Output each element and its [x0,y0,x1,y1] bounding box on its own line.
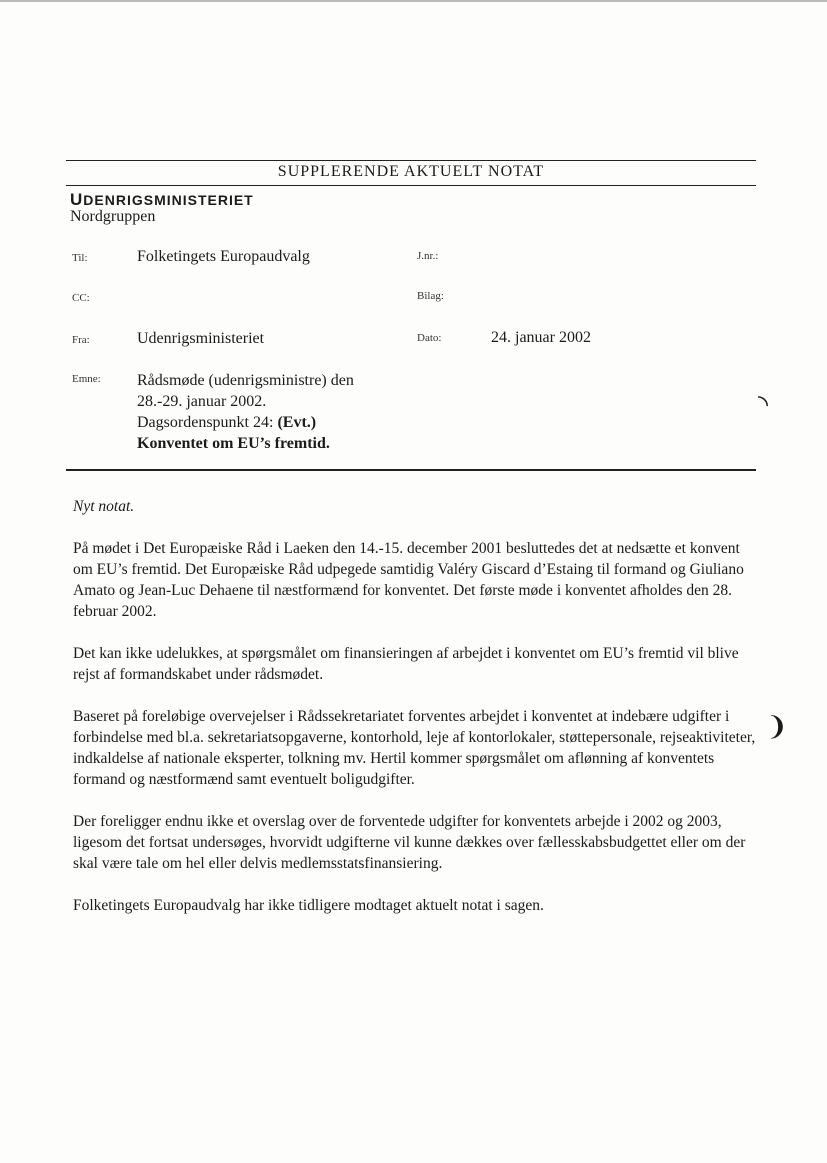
paragraph-2: Det kan ikke udelukkes, at spørgsmålet om finansieringen af arbejdet i konventet om EU’s fremtid vil blive rejst af formandskabet under rådsmødet. [73,645,739,683]
title-top-rule [66,160,756,161]
punch-hole-mark-icon: ❩ [766,712,788,742]
bilag-label: Bilag: [417,290,444,302]
subject-line-2: 28.-29. januar 2002. [137,393,267,410]
til-value: Folketingets Europaudvalg [137,248,310,265]
scan-edge-line [0,0,827,2]
til-label: Til: [72,252,88,264]
subject-line-1: Rådsmøde (udenrigsministre) den [137,372,354,389]
title-bottom-rule [66,185,756,186]
document-body [73,496,763,937]
dato-label: Dato: [417,332,442,344]
ministry-name [70,190,254,210]
header-bottom-rule [66,469,756,471]
punch-hole-mark-icon: ◝ [758,390,769,420]
jnr-label: J.nr.: [417,250,439,262]
dato-value: 24. januar 2002 [491,329,591,346]
fra-value: Udenrigsministeriet [137,330,265,347]
ministry-rest: DENRIGSMINISTERIET [83,192,254,208]
document-title: SUPPLERENDE AKTUELT NOTAT [277,163,545,180]
paragraph-1: På mødet i Det Europæiske Råd i Laeken den 14.-15. december 2001 besluttedes det at nedsætte et konvent om EU’s fremtid. Det Europæiske Råd udpegede samtidig Valéry Giscard d’Estaing til formand og Giuliano Amato og Jean-Luc Dehaene til næstformænd for konventet. Det første møde i konventet afholdes den 28. februar 2002. [73,540,744,620]
emne-label: Emne: [72,373,101,385]
department-name: Nordgruppen [70,208,156,225]
cc-label: CC: [72,292,90,304]
subject-line-4: Konventet om EU’s fremtid. [137,435,330,452]
fra-label: Fra: [72,334,90,346]
subject-block [137,370,354,454]
subject-evt: (Evt.) [277,414,317,431]
subject-line-3 [137,412,354,433]
paragraph-4: Der foreligger endnu ikke et overslag over de forventede udgifter for konventets arbejde i 2002 og 2003, ligesom det fortsat undersøges, hvorvidt udgifterne vil kunne dækkes over fællesskabsbudgettet eller om der skal være tale om hel eller delvis medlemsstatsfinansiering. [73,813,746,872]
paragraph-3: Baseret på foreløbige overvejelser i Rådssekretariatet forventes arbejdet i konventet at indebære udgifter i forbindelse med bl.a. sekretariatsopgaverne, kontorhold, leje af kontorlokaler, støttepersonale, rejseaktiviteter, indkaldelse af nationale eksperter, tolkning mv. Hertil kommer spørgsmålet om aflønning af konventets formand og næstformænd samt eventuelt boligudgifter. [73,708,756,788]
ministry-initial: U [70,190,84,209]
subject-agenda-item: Dagsordenspunkt 24: [137,414,278,431]
paragraph-5: Folketingets Europaudvalg har ikke tidligere modtaget aktuelt notat i sagen. [73,897,544,914]
note-intro: Nyt notat. [73,498,135,515]
